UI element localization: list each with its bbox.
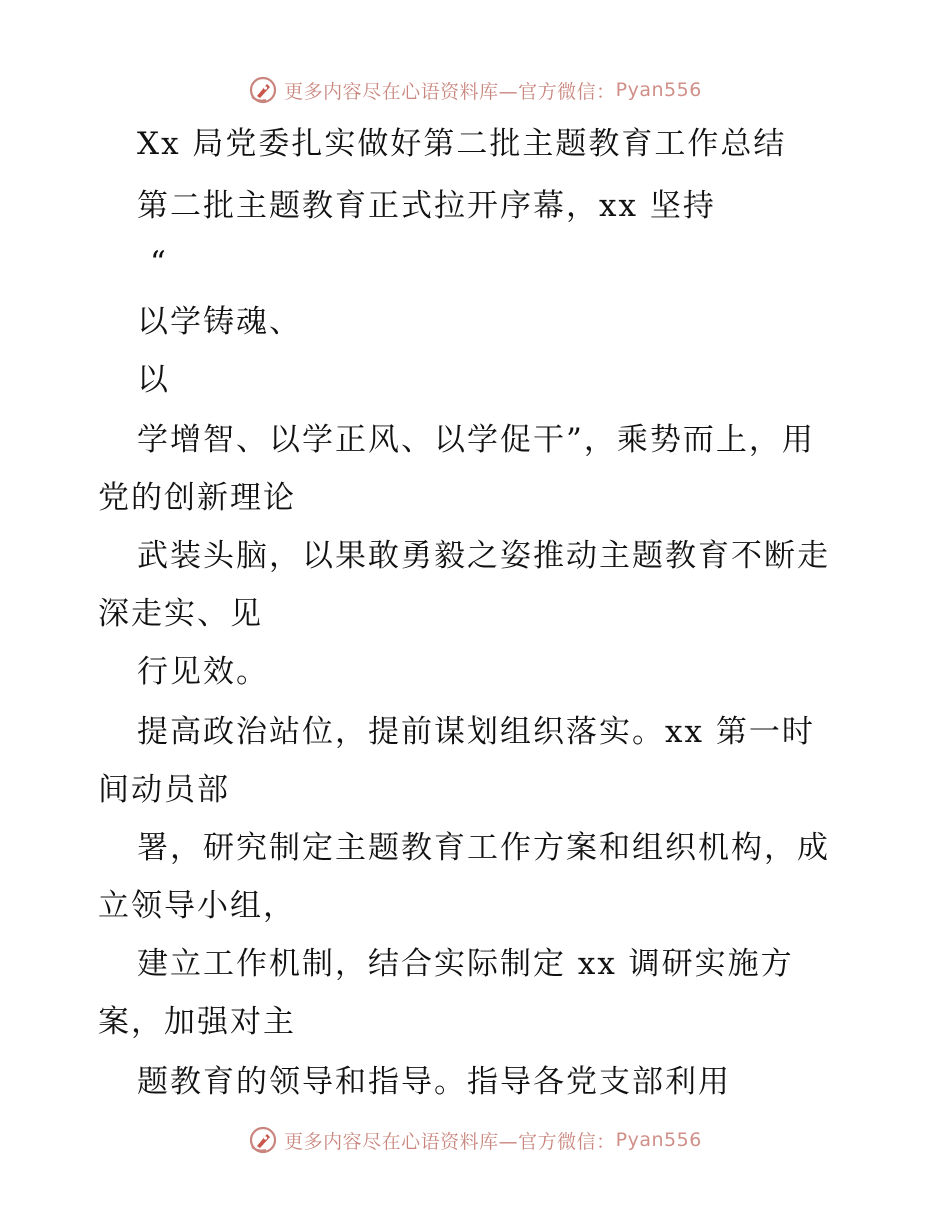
footer-watermark xyxy=(0,1120,950,1160)
body-line: 武装头脑，以果敢勇毅之姿推动主题教育不断走 xyxy=(137,538,830,574)
body-line: 建立工作机制，结合实际制定 xx 调研实施方 xyxy=(137,946,794,982)
body-line: 署，研究制定主题教育工作方案和组织机构，成 xyxy=(137,830,830,866)
body-line: 第二批主题教育正式拉开序幕，xx 坚持 xyxy=(137,188,716,224)
watermark-wechat-id: Pyan556 xyxy=(615,79,702,101)
body-line: 党的创新理论 xyxy=(98,480,296,516)
body-line: 提高政治站位，提前谋划组织落实。xx 第一时 xyxy=(137,714,815,750)
body-line: “ xyxy=(150,245,168,281)
body-line: 立领导小组， xyxy=(98,888,296,924)
body-line: 行见效。 xyxy=(137,654,269,690)
watermark-text: 更多内容尽在心语资料库—官方微信： xyxy=(284,80,616,103)
body-line: 案，加强对主 xyxy=(98,1004,296,1040)
pen-nib-circle-icon xyxy=(248,75,278,105)
body-line: 以学铸魂、 xyxy=(137,304,302,340)
watermark-text: 更多内容尽在心语资料库—官方微信： xyxy=(284,1130,616,1153)
body-line: 题教育的领导和指导。指导各党支部利用 xyxy=(137,1064,731,1100)
body-line: 间动员部 xyxy=(98,772,230,808)
header-watermark xyxy=(0,70,950,110)
body-line: 以 xyxy=(137,362,170,398)
document-title: Xx 局党委扎实做好第二批主题教育工作总结 xyxy=(137,126,787,162)
body-line: 学增智、以学正风、以学促干”，乘势而上，用 xyxy=(137,422,815,458)
pen-nib-circle-icon xyxy=(248,1125,278,1155)
body-line: 深走实、见 xyxy=(98,596,263,632)
watermark-wechat-id: Pyan556 xyxy=(615,1129,702,1151)
